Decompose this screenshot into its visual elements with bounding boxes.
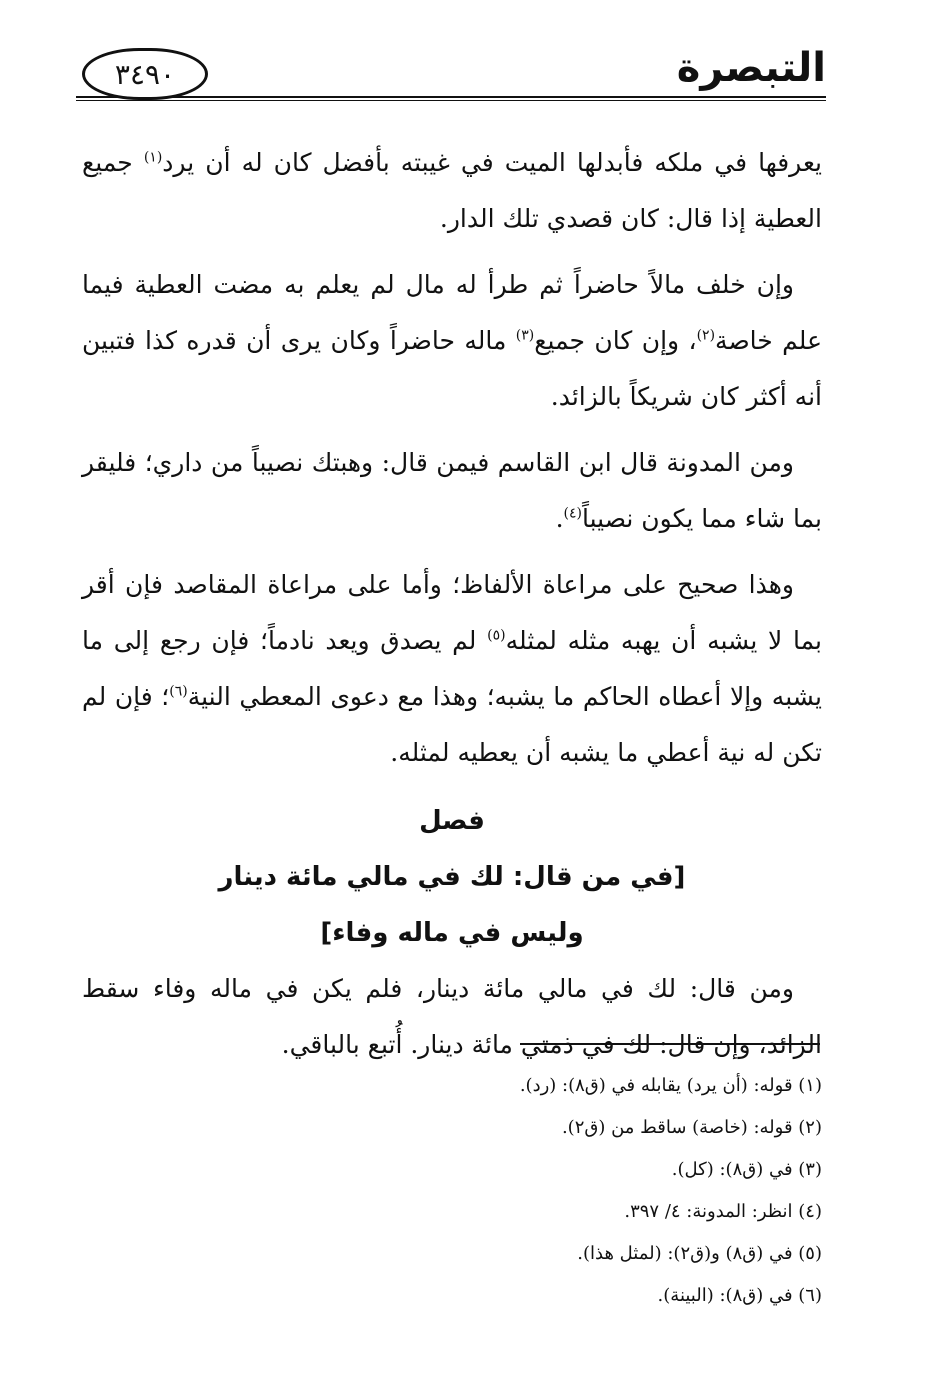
paragraph-text: ، وإن كان جميع <box>534 326 697 355</box>
paragraph-text: ومن قال: لك في مالي مائة دينار، فلم يكن في ماله وفاء سقط الزائد، وإن قال: لك في ذمتي مائة دينار. أُتبع بالباقي. <box>82 974 822 1059</box>
paragraph-text: لم يصدق ويعد نادماً؛ فإن رجع إلى ما يشبه وإلا أعطاه الحاكم ما يشبه؛ وهذا مع دعوى المعطي النية <box>82 626 822 711</box>
footnote-item: (١) قوله: (أن يرد) يقابله في (ق٨): (رد). <box>519 1075 822 1096</box>
paragraph-3 <box>82 435 822 547</box>
section-title: فصل <box>419 806 485 836</box>
paragraph-5 <box>82 961 822 1073</box>
paragraph-4 <box>82 557 822 781</box>
paragraph-text: ؛ فإن لم تكن له نية أعطي ما يشبه أن يعطيه لمثله. <box>82 682 822 767</box>
paragraph-text: يعرفها في ملكه فأبدلها الميت في غيبته بأفضل كان له أن يرد <box>162 148 822 177</box>
paragraph-text: ماله حاضراً وكان يرى أن قدره كذا فتبين أنه أكثر كان شريكاً بالزائد. <box>82 326 822 411</box>
paragraph-1 <box>82 135 822 247</box>
paragraph-text: جميع العطية إذا قال: كان قصدي تلك الدار. <box>82 148 822 233</box>
paragraph-text: وإن خلف مالاً حاضراً ثم طرأ له مال لم يعلم به مضت العطية فيما علم خاصة <box>82 270 822 355</box>
paragraph-text: ومن المدونة قال ابن القاسم فيمن قال: وهبتك نصيباً من داري؛ فليقر بما شاء مما يكون نصيباً <box>82 448 822 533</box>
page-header <box>76 42 826 104</box>
footnote-ref: (٦) <box>169 683 188 700</box>
main-text <box>82 135 822 1083</box>
subsection-title-line-2: وليس في ماله وفاء] <box>320 918 584 948</box>
header-rule <box>76 96 826 101</box>
book-title: التبصرة <box>667 42 826 94</box>
footnote-ref: (٣) <box>515 327 535 344</box>
footnote-ref: (٤) <box>563 505 583 522</box>
footnote-item: (٤) انظر: المدونة: ٤/ ٣٩٧. <box>624 1201 822 1222</box>
page-number-badge <box>82 48 208 100</box>
footnotes <box>182 1065 822 1317</box>
footnote-ref: (٥) <box>487 627 506 644</box>
footnote-item: (٦) في (ق٨): (البينة). <box>657 1285 822 1306</box>
footnote-item: (٣) في (ق٨): (كل). <box>671 1159 822 1180</box>
footnote-ref: (١) <box>143 149 163 166</box>
subsection-title-line-1: [في من قال: لك في مالي مائة دينار <box>218 862 686 892</box>
footnote-item: (٥) في (ق٨) و(ق٢): (لمثل هذا). <box>577 1243 822 1264</box>
footnote-item: (٢) قوله: (خاصة) ساقط من (ق٢). <box>561 1117 822 1138</box>
paragraph-text: وهذا صحيح على مراعاة الألفاظ؛ وأما على مراعاة المقاصد فإن أقر بما لا يشبه أن يهبه مثله لمثله <box>82 570 822 655</box>
paragraph-text: . <box>555 504 564 533</box>
footnote-separator <box>520 1043 820 1045</box>
footnote-ref: (٢) <box>696 327 716 344</box>
page-number: ٣٤٩٠ <box>114 57 176 91</box>
paragraph-2 <box>82 257 822 425</box>
